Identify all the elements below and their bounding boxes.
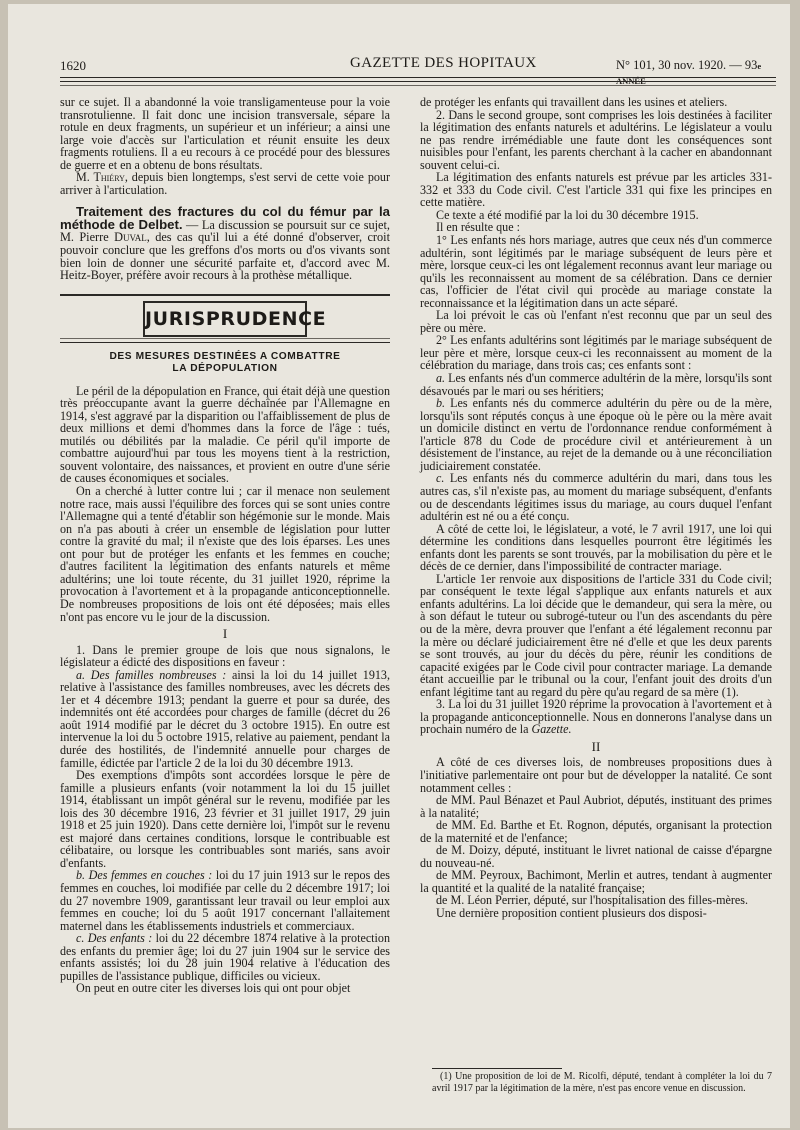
article-title-line-2: LA DÉPOPULATION [172, 362, 278, 374]
paragraph [420, 698, 772, 736]
footnote-rule [432, 1068, 562, 1069]
paragraph: 1° Les enfants nés hors mariage, autres que ceux nés d'un commerce adultérin, sont légitimés par le mariage subséquent de leurs père et mère, lorsque ceux-ci les ont légalement reconnus avant leur mariage ou qu'ils les reconnaissent au moment de sa célébration. Dans ce dernier cas, l'officier de l'état civil qui procède au mariage constate la reconnaissance et la légitimation dans un acte séparé. [420, 233, 772, 310]
section-number: II [591, 738, 601, 754]
paragraph: A côté de cette loi, le législateur, a voté, le 7 avril 1917, une loi qui détermine les conditions dans lesquelles pourront être légitimés les enfants dont les parents se sont trouvés, par la mobilisation du père et le décès de ce dernier, dans l'impossibilité de contracter mariage. [420, 521, 772, 574]
item-label: c. Des enfants : [76, 931, 153, 946]
paragraph: de M. Léon Perrier, député, sur l'hospitalisation des filles-mères. [436, 893, 749, 908]
paragraph: Le péril de la dépopulation en France, qui était déjà une question très préoccupante avant la guerre déchaînée par l'Allemagne en 1914, s'est aggravé par la disparition ou l'affaiblissement de plus de deux millions et demi d'hommes dans la force de l'âge : tués, mutilés ou débilités par la maladie. Ce péril qu'il importe de combattre aujourd'hui par tous les moyens tient à la restriction, souvent volontaire, des naissances, et provient en outre d'une série de causes économiques et sociales. [60, 383, 390, 486]
footnote-text: (1) Une proposition de loi de M. Ricolfi, député, tendant à compléter la loi du 7 avril 1917 par la légitimation de la mère, n'est pas encore venue en discussion. [432, 1071, 772, 1094]
page-header [60, 54, 774, 86]
journal-reference: Gazette. [531, 722, 572, 737]
section-title: Traitement des fractures du col du fémur par la méthode de Delbet. [60, 204, 390, 232]
item-label: a. [436, 371, 446, 386]
paragraph: 2° Les enfants adultérins sont légitimés par le mariage subséquent de leur père et mère, lorsque ceux-ci les reconnaissent au moment de la célébration du mariage, dans trois cas; ces enfants sont : [420, 333, 772, 373]
banner-rule [60, 338, 390, 339]
person-name: Duval, [114, 230, 150, 245]
section-text: des cas qu'il lui a été donné d'observer, croit pouvoir conclure que les greffons d'os morts ou d'os vivants sont bien loin de donner une sécurité parfaite et, d'accord avec M. Heitz-Boyer, préfère avoir recours à la prothèse métallique. [60, 230, 390, 283]
paragraph: sur ce sujet. Il a abandonné la voie transligamenteuse pour la voie transrotulienne. Il fait donc une incision transversale, sépare la rotule en deux fragments, un supérieur et un inférieur; a ainsi une large voie d'accès sur l'articulation et réunit ensuite les deux fragments rotuliens. Il a eu recours à ce procédé pour des blessures de guerre et en a obtenu de bons résultats. [60, 95, 390, 172]
paragraph [60, 932, 390, 982]
jurisprudence-banner [60, 294, 390, 343]
paragraph: A côté de ces diverses lois, de nombreuses propositions dues à l'initiative parlementaire ont pour but de développer la natalité. Ce sont notamment celles : [420, 755, 772, 795]
paragraph [420, 472, 772, 522]
header-rule [60, 85, 776, 86]
paragraph: Ce texte a été modifié par la loi du 30 décembre 1915. [436, 207, 699, 222]
item-text: Les enfants nés du commerce adultérin du père ou de la mère, lorsqu'ils sont réputés conçus à une époque où le père ou la mère avait un domicile distinct en vertu de l'ordonnance rendue conformément à l'article 878 du Code de procédure civil et antérieurement à un désistement de l'instance, au rejet de la demande ou à une réconciliation judiciairement constatée. [420, 396, 772, 473]
paragraph: On peut en outre citer les diverses lois qui ont pour objet [76, 981, 351, 996]
jurisprudence-heading: JURISPRUDENCE [143, 301, 307, 337]
paragraph: Des exemptions d'impôts sont accordées lorsque le père de famille a plusieurs enfants (voir notamment la loi du 15 juillet 1914, établissant un impôt général sur le revenu, modifiée par les lois des 30 décembre 1916, 23 février et 31 juillet 1917, 29 juin 1918 et 25 juin 1920). Dans cette dernière loi, l'impôt sur le revenu est majoré dans certaines conditions, lorsque le contribuable est célibataire, ou lorsque les contribuables sont mariés, sans avoir d'enfants. [60, 768, 390, 870]
item-text: loi du 22 décembre 1874 relative à la protection des enfants du premier âge; loi du 27 juin 1904 sur le service des enfants assistés; loi du 28 juin 1904 relative à l'éducation des pupilles de l'assistance publique, difficiles ou vicieux. [60, 931, 390, 983]
paragraph: Une dernière proposition contient plusieurs dos disposi- [436, 906, 707, 920]
paragraph: de MM. Ed. Barthe et Et. Rognon, députés, organisant la protection de la maternité et de l'enfance; [420, 818, 772, 845]
paragraph [420, 372, 772, 397]
article-title-line-1: DES MESURES DESTINÉES A COMBATTRE [109, 350, 341, 362]
right-column [420, 96, 772, 920]
item-text: Les enfants nés du commerce adultérin du mari, dans tous les autres cas, s'il n'existe pas, au moment du mariage subséquent, d'enfants ou de descendants légitimes issus du mariage, au cours duquel l'enfant adultérin est né ou a été conçu. [420, 471, 772, 524]
header-rule [60, 77, 776, 78]
paragraph [60, 669, 390, 769]
item-text: loi du 17 juin 1913 sur le repos des femmes en couches, loi modifiée par celle du 2 décembre 1917; loi du 27 novembre 1909, garantissant leur travail ou leur emploi aux femmes en couche; loi du 5 août 1917 concernant l'allaitement maternel dans les établissements industriels et commerciaux. [60, 868, 390, 933]
paragraph: de MM. Paul Bénazet et Paul Aubriot, députés, instituant des primes à la natalité; [420, 793, 772, 820]
paragraph: 2. Dans le second groupe, sont comprises les lois destinées à faciliter la légitimation des enfants naturels et adultérins. Le législateur a voulu ne pas rendre irrémédiable une faute dont les conséquences sont nuisibles pour l'enfant, les parents cherchant à la cacher en abandonnant souvent celui-ci. [420, 107, 772, 172]
section-paragraph [60, 206, 390, 281]
left-column [60, 96, 390, 995]
issue-number: N° 101, 30 nov. 1920. — 93 [616, 58, 758, 72]
paragraph: 1. Dans le premier groupe de lois que nous signalons, le législateur a édicté des dispositions en faveur : [60, 642, 390, 670]
paragraph: L'article 1er renvoie aux dispositions de l'article 331 du Code civil; par conséquent le texte légal s'applique aux enfants naturels et aux enfants adultérins. La loi décide que le demandeur, qui sera la mère, ou à son défaut le tuteur ou subrogé-tuteur ou l'un des ascendants du père ou de la mère, devra prouver que l'enfant a été légalement reconnu par la mère ou déclaré judiciairement être né d'elle et que les deux parents se sont trouvés, au jour du décès du père, réunir les conditions de capacité exigées par le Code civil pour contracter mariage. La demande étant accueillie par le tribunal ou la cour, l'enfant jouit des droits d'un enfant légitime tant au regard du père qu'au regard de sa mère (1). [420, 571, 772, 699]
journal-title: GAZETTE DES HOPITAUX [350, 55, 537, 71]
paragraph-text: 3. La loi du 31 juillet 1920 réprime la provocation à l'avortement et à la propagande anticonceptionnelle. Nous en donnerons l'analyse dans un prochain numéro de la [420, 697, 772, 737]
issue-info [616, 58, 774, 88]
person-name: M. Thiéry, [76, 170, 128, 185]
item-label: c. [436, 471, 445, 486]
paragraph: La loi prévoit le cas où l'enfant n'est reconnu que par un seul des père ou mère. [420, 308, 772, 335]
section-text: — La discussion se poursuit sur ce sujet, M. Pierre [60, 217, 390, 245]
paragraph: La légitimation des enfants naturels est prévue par les articles 331-332 et 333 du Code civil. C'est l'article 331 qui fixe les principes en cette matière. [420, 170, 772, 210]
page-number: 1620 [60, 58, 86, 73]
paragraph [420, 397, 772, 472]
item-label: b. [436, 396, 446, 411]
section-number: I [222, 626, 228, 642]
newspaper-page [8, 4, 790, 1128]
paragraph-text: depuis bien longtemps, s'est servi de cette voie pour arriver à l'articulation. [60, 170, 390, 197]
item-text: ainsi la loi du 14 juillet 1913, relative à l'assistance des familles nombreuses, avec les décrets des 1er et 4 décembre 1913; pendant la guerre et pour sa durée, des indemnités ont été accordées pour charges de famille (décret du 26 août 1914 modifié par le décret du 3 octobre 1915). En outre est intervenue la loi du 5 octobre 1915, relative au paiement, pendant la durée des hostilités, de l'indemnité annuelle pour charges de famille, édictée par l'article 2 de la loi du 30 décembre 1913. [60, 667, 390, 770]
paragraph: de MM. Peyroux, Bachimont, Merlin et autres, tendant à augmenter la quantité et la qualité de la natalité française; [420, 868, 772, 895]
article-title [60, 351, 390, 375]
item-label: b. Des femmes en couches : [76, 868, 213, 883]
issue-year-suffix: e ANNÉE [616, 61, 762, 86]
item-text: Les enfants nés d'un commerce adultérin de la mère, lorsqu'ils sont désavoués par le mari ou ses héritiers; [420, 371, 772, 398]
header-rule [60, 81, 776, 82]
item-label: a. Des familles nombreuses : [76, 667, 227, 682]
footnote [432, 1071, 772, 1094]
paragraph: On a cherché à lutter contre lui ; car il menace non seulement notre race, mais aussi l'équilibre des forces qui se sont unies contre l'Allemagne qui a tenté d'établir son hégémonie sur le monde. Mais on n'a pas abouti à créer un ensemble de législation pour lutter contre la gravité du mal; il n'existe que des lois éparses. Les unes ont pour but de protéger les enfants et les femmes en couche; d'autres facilitent la légitimation des enfants naturels et même adultérins; une loi toute récente, du 31 juillet 1920, réprime la provocation à l'avortement et à la propagande anticonceptionnelle. De nombreuses propositions de lois ont été déposées; mais elles n'ont pas encore vu le jour de la discussion. [60, 484, 390, 624]
paragraph [60, 869, 390, 932]
paragraph [60, 171, 390, 196]
paragraph: Il en résulte que : [436, 220, 520, 235]
paragraph: de M. Doizy, député, instituant le livret national de caisse d'épargne du nouveau-né. [420, 843, 772, 870]
paragraph: de protéger les enfants qui travaillent dans les usines et ateliers. [420, 95, 728, 109]
